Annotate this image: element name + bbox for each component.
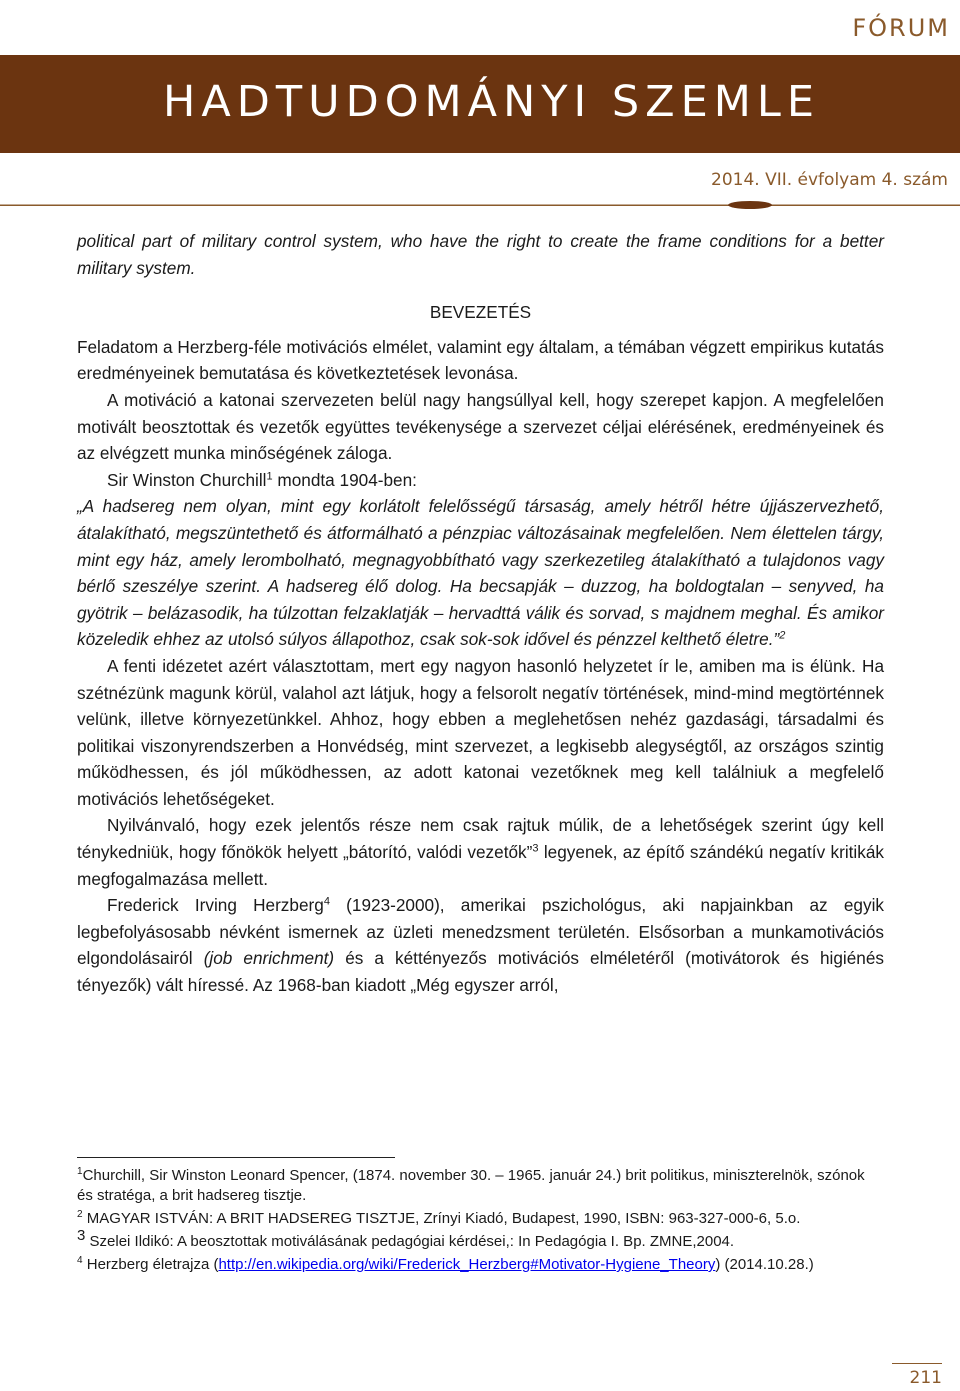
paragraph bbox=[77, 467, 884, 494]
issue-label: 2014. VII. évfolyam 4. szám bbox=[711, 170, 948, 190]
footnote-text: Szelei Ildikó: A beosztottak motiválásának pedagógiai kérdései,: In Pedagógia I. Bp. ZMNE,2004. bbox=[85, 1233, 735, 1250]
journal-title: HADTUDOMÁNYI SZEMLE bbox=[163, 77, 821, 127]
footnote-text: Churchill, Sir Winston Leonard Spencer, (1874. november 30. – 1965. január 24.) brit politikus, miniszterelnök, szónok és stratéga, a brit hadsereg tisztje. bbox=[77, 1167, 865, 1204]
footnote-separator bbox=[77, 1157, 395, 1158]
footnote-text: ) (2014.10.28.) bbox=[715, 1256, 814, 1273]
text-span: mondta 1904-ben: bbox=[272, 469, 417, 490]
section-label: FÓRUM bbox=[852, 14, 950, 42]
footnote-number: 1 bbox=[77, 1166, 83, 1177]
footnote bbox=[77, 1227, 867, 1252]
footnote-text: MAGYAR ISTVÁN: A BRIT HADSEREG TISZTJE, Zrínyi Kiadó, Budapest, 1990, ISBN: 963-327-000-6, 5.o. bbox=[82, 1210, 801, 1227]
footnote-ref: 2 bbox=[779, 629, 786, 642]
paragraph bbox=[77, 812, 884, 892]
article-body bbox=[77, 228, 884, 999]
footnote bbox=[77, 1209, 867, 1229]
text-span: Sir Winston Churchill bbox=[107, 469, 267, 490]
page-number-rule bbox=[892, 1363, 942, 1364]
abstract-tail: political part of military control system, who have the right to create the frame conditions for a better military system. bbox=[77, 231, 884, 278]
text-span: Frederick Irving Herzberg bbox=[107, 895, 324, 916]
section-heading: BEVEZETÉS bbox=[429, 302, 532, 323]
footnote-number: 2 bbox=[77, 1209, 83, 1220]
footnote bbox=[77, 1166, 867, 1206]
text-span: Nyilvánvaló, hogy ezek jelentős része nem csak rajtuk múlik, de a lehetőségek szerint úgy kell ténykedniük, hogy főnökök helyett „bátorító, valódi vezetők” bbox=[77, 815, 884, 863]
footnote-number: 4 bbox=[77, 1255, 83, 1266]
quote bbox=[77, 493, 884, 653]
decorative-rule bbox=[0, 201, 960, 209]
italic-term: (job enrichment) bbox=[203, 948, 335, 969]
wikipedia-link[interactable]: http://en.wikipedia.org/wiki/Frederick_Herzberg#Motivator-Hygiene_Theory bbox=[218, 1256, 716, 1273]
footnote-ref: 3 bbox=[532, 842, 539, 855]
paragraph: A fenti idézetet azért választottam, mert egy nagyon hasonló helyzetet ír le, amiben ma is élünk. Ha szétnézünk magunk körül, valahol azt látjuk, hogy a felsorolt negatív történések, mind-mind megtörténnek velünk, illetve környezetünkkel. Ahhoz, hogy ebben a meglehetősen nehéz gazdasági, társadalmi és politikai viszonyrendszerben a Honvédség, mint szervezet, a legkisebb alegységtől, az országos szintig működhessen, és jól működhessen, az adott katonai vezetőknek meg kell találniuk a megfelelő motivációs lehetőségeket. bbox=[77, 655, 884, 809]
footnotes bbox=[77, 1166, 867, 1278]
footnote-number: 3 bbox=[77, 1227, 86, 1244]
footnote-ref: 1 bbox=[266, 470, 273, 483]
page-number: 211 bbox=[909, 1368, 942, 1388]
footnote-ref: 4 bbox=[323, 895, 330, 908]
text-span: legyenek, az építő szándékú negatív kritikák megfogalmazása mellett. bbox=[77, 842, 884, 889]
text-span: és a kéttényezős motivációs elméletéről (motivátorok és higiénés tényezők) vált híressé. Az 1968-ban kiadott „Még egyszer arról, bbox=[77, 948, 885, 996]
paragraph: Feladatom a Herzberg-féle motivációs elmélet, valamint egy általam, a témában végzett empirikus kutatás eredményeinek bemutatása és következtetések levonása. bbox=[77, 336, 884, 384]
footnote bbox=[77, 1255, 867, 1275]
paragraph bbox=[77, 892, 884, 998]
paragraph: A motiváció a katonai szervezeten belül nagy hangsúllyal kell, hogy szerepet kapjon. A megfelelően motivált beosztottak és vezetők együttes tevékenysége a szervezet céljai elérésének, eredményeinek és az elvégzett munka minőségének záloga. bbox=[77, 389, 884, 464]
journal-banner bbox=[0, 55, 960, 153]
quote-text: „A hadsereg nem olyan, mint egy korlátolt felelősségű társaság, amely hétről hétre újjászervezhető, átalakítható, megszüntethető és átformálható a pénzpiac változásainak megfelelően. Nem élettelen tárgy, mint egy ház, amely lerombolható, megnagyobbítható vagy szerkezetileg átalakítható a tulajdonos vagy bérlő szeszélye szerint. A hadsereg élő dolog. Ha becsapják – duzzog, ha boldogtalan – senyved, ha gyötrik – belázasodik, ha túlzottan felzaklatják – hervadttá válik és sorvad, s majdnem meghal. És amikor közeledik ehhez az utolsó súlyos állapothoz, csak sok-sok idővel és pénzzel kelthető életre.” bbox=[77, 496, 884, 650]
text-span: (1923-2000), amerikai pszichológus, aki napjainkban az egyik legbefolyásosabb névként ismernek az üzleti menedzsment területén. Elsősorban a munkamotivációs elgondolásairól bbox=[77, 895, 884, 969]
footnote-text: Herzberg életrajza ( bbox=[82, 1256, 219, 1273]
